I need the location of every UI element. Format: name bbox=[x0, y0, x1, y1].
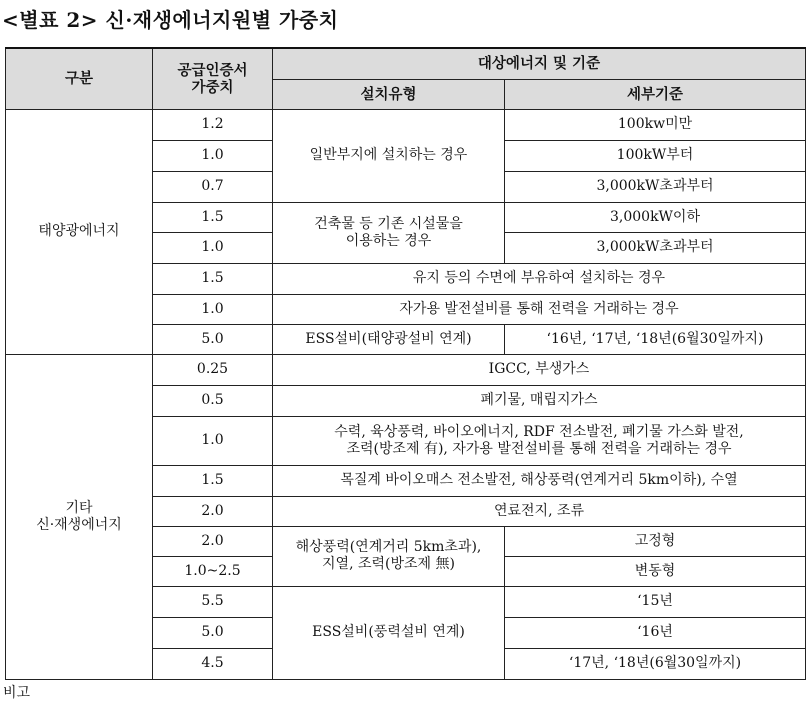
group-solar: 태양광에너지 bbox=[6, 109, 153, 354]
weight-cell: 0.7 bbox=[153, 171, 273, 202]
install-type-line1: 수력, 육상풍력, 바이오에너지, RDF 전소발전, 폐기물 가스화 발전, bbox=[334, 423, 744, 440]
weight-cell: 4.5 bbox=[153, 648, 273, 679]
header-install-type: 설치유형 bbox=[273, 79, 505, 109]
detail-cell: ‘17년, ‘18년(6월30일까지) bbox=[505, 648, 806, 679]
weight-cell: 1.5 bbox=[153, 263, 273, 294]
weight-cell: 2.0 bbox=[153, 526, 273, 556]
weight-cell: 0.25 bbox=[153, 354, 273, 385]
install-type-line1: 해상풍력(연계거리 5km초과), bbox=[295, 539, 482, 555]
detail-cell: 100kw미만 bbox=[505, 109, 806, 140]
note-label: 비고 bbox=[3, 685, 31, 701]
document-title: <별표 2> 신·재생에너지원별 가중치 bbox=[2, 8, 339, 32]
detail-cell: ‘16년, ‘17년, ‘18년(6월30일까지) bbox=[505, 324, 806, 354]
install-type-cell: ESS설비(태양광설비 연계) bbox=[273, 324, 505, 354]
weight-cell: 1.0 bbox=[153, 294, 273, 324]
detail-cell: 변동형 bbox=[505, 556, 806, 586]
install-type-cell: 일반부지에 설치하는 경우 bbox=[273, 109, 505, 202]
install-type-line2: 지열, 조력(방조제 無) bbox=[322, 556, 455, 572]
weight-cell: 1.5 bbox=[153, 465, 273, 496]
install-type-cell bbox=[273, 416, 806, 465]
weight-cell: 1.0 bbox=[153, 140, 273, 171]
install-type-cell bbox=[273, 202, 505, 263]
install-type-cell bbox=[273, 526, 505, 586]
group-other bbox=[6, 354, 153, 679]
header-target-energy: 대상에너지 및 기준 bbox=[273, 48, 806, 79]
weight-cell: 5.0 bbox=[153, 617, 273, 648]
install-type-cell: 폐기물, 매립지가스 bbox=[273, 385, 806, 416]
weight-cell: 1.0 bbox=[153, 232, 273, 263]
install-type-line2: 이용하는 경우 bbox=[345, 232, 432, 249]
detail-cell: ‘15년 bbox=[505, 586, 806, 617]
weight-cell: 1.5 bbox=[153, 202, 273, 232]
weight-cell: 1.0~2.5 bbox=[153, 556, 273, 586]
detail-cell: 고정형 bbox=[505, 526, 806, 556]
group-other-line1: 기타 bbox=[65, 499, 93, 516]
install-type-cell: 유지 등의 수면에 부유하여 설치하는 경우 bbox=[273, 263, 806, 294]
install-type-cell: 목질계 바이오매스 전소발전, 해상풍력(연계거리 5km이하), 수열 bbox=[273, 465, 806, 496]
install-type-cell: 연료전지, 조류 bbox=[273, 496, 806, 526]
install-type-line2: 조력(방조제 有), 자가용 발전설비를 통해 전력을 거래하는 경우 bbox=[346, 440, 732, 457]
install-type-line1: 건축물 등 기존 시설물을 bbox=[314, 215, 463, 232]
install-type-cell: ESS설비(풍력설비 연계) bbox=[273, 586, 505, 679]
weight-table bbox=[5, 47, 806, 680]
table-row bbox=[6, 354, 806, 385]
detail-cell: 3,000kW초과부터 bbox=[505, 171, 806, 202]
weight-cell: 1.2 bbox=[153, 109, 273, 140]
weight-cell: 2.0 bbox=[153, 496, 273, 526]
header-weight bbox=[153, 48, 273, 109]
weight-cell: 5.5 bbox=[153, 586, 273, 617]
header-detail-criteria: 세부기준 bbox=[505, 79, 806, 109]
detail-cell: 3,000kW초과부터 bbox=[505, 232, 806, 263]
install-type-cell: IGCC, 부생가스 bbox=[273, 354, 806, 385]
header-weight-line2: 가중치 bbox=[191, 78, 234, 96]
weight-cell: 1.0 bbox=[153, 416, 273, 465]
install-type-cell: 자가용 발전설비를 통해 전력을 거래하는 경우 bbox=[273, 294, 806, 324]
group-other-line2: 신·재생에너지 bbox=[36, 516, 122, 533]
detail-cell: 3,000kW이하 bbox=[505, 202, 806, 232]
weight-cell: 5.0 bbox=[153, 324, 273, 354]
detail-cell: ‘16년 bbox=[505, 617, 806, 648]
header-weight-line1: 공급인증서 bbox=[177, 61, 248, 79]
detail-cell: 100kW부터 bbox=[505, 140, 806, 171]
weight-cell: 0.5 bbox=[153, 385, 273, 416]
header-category: 구분 bbox=[6, 48, 153, 109]
table-row bbox=[6, 109, 806, 140]
